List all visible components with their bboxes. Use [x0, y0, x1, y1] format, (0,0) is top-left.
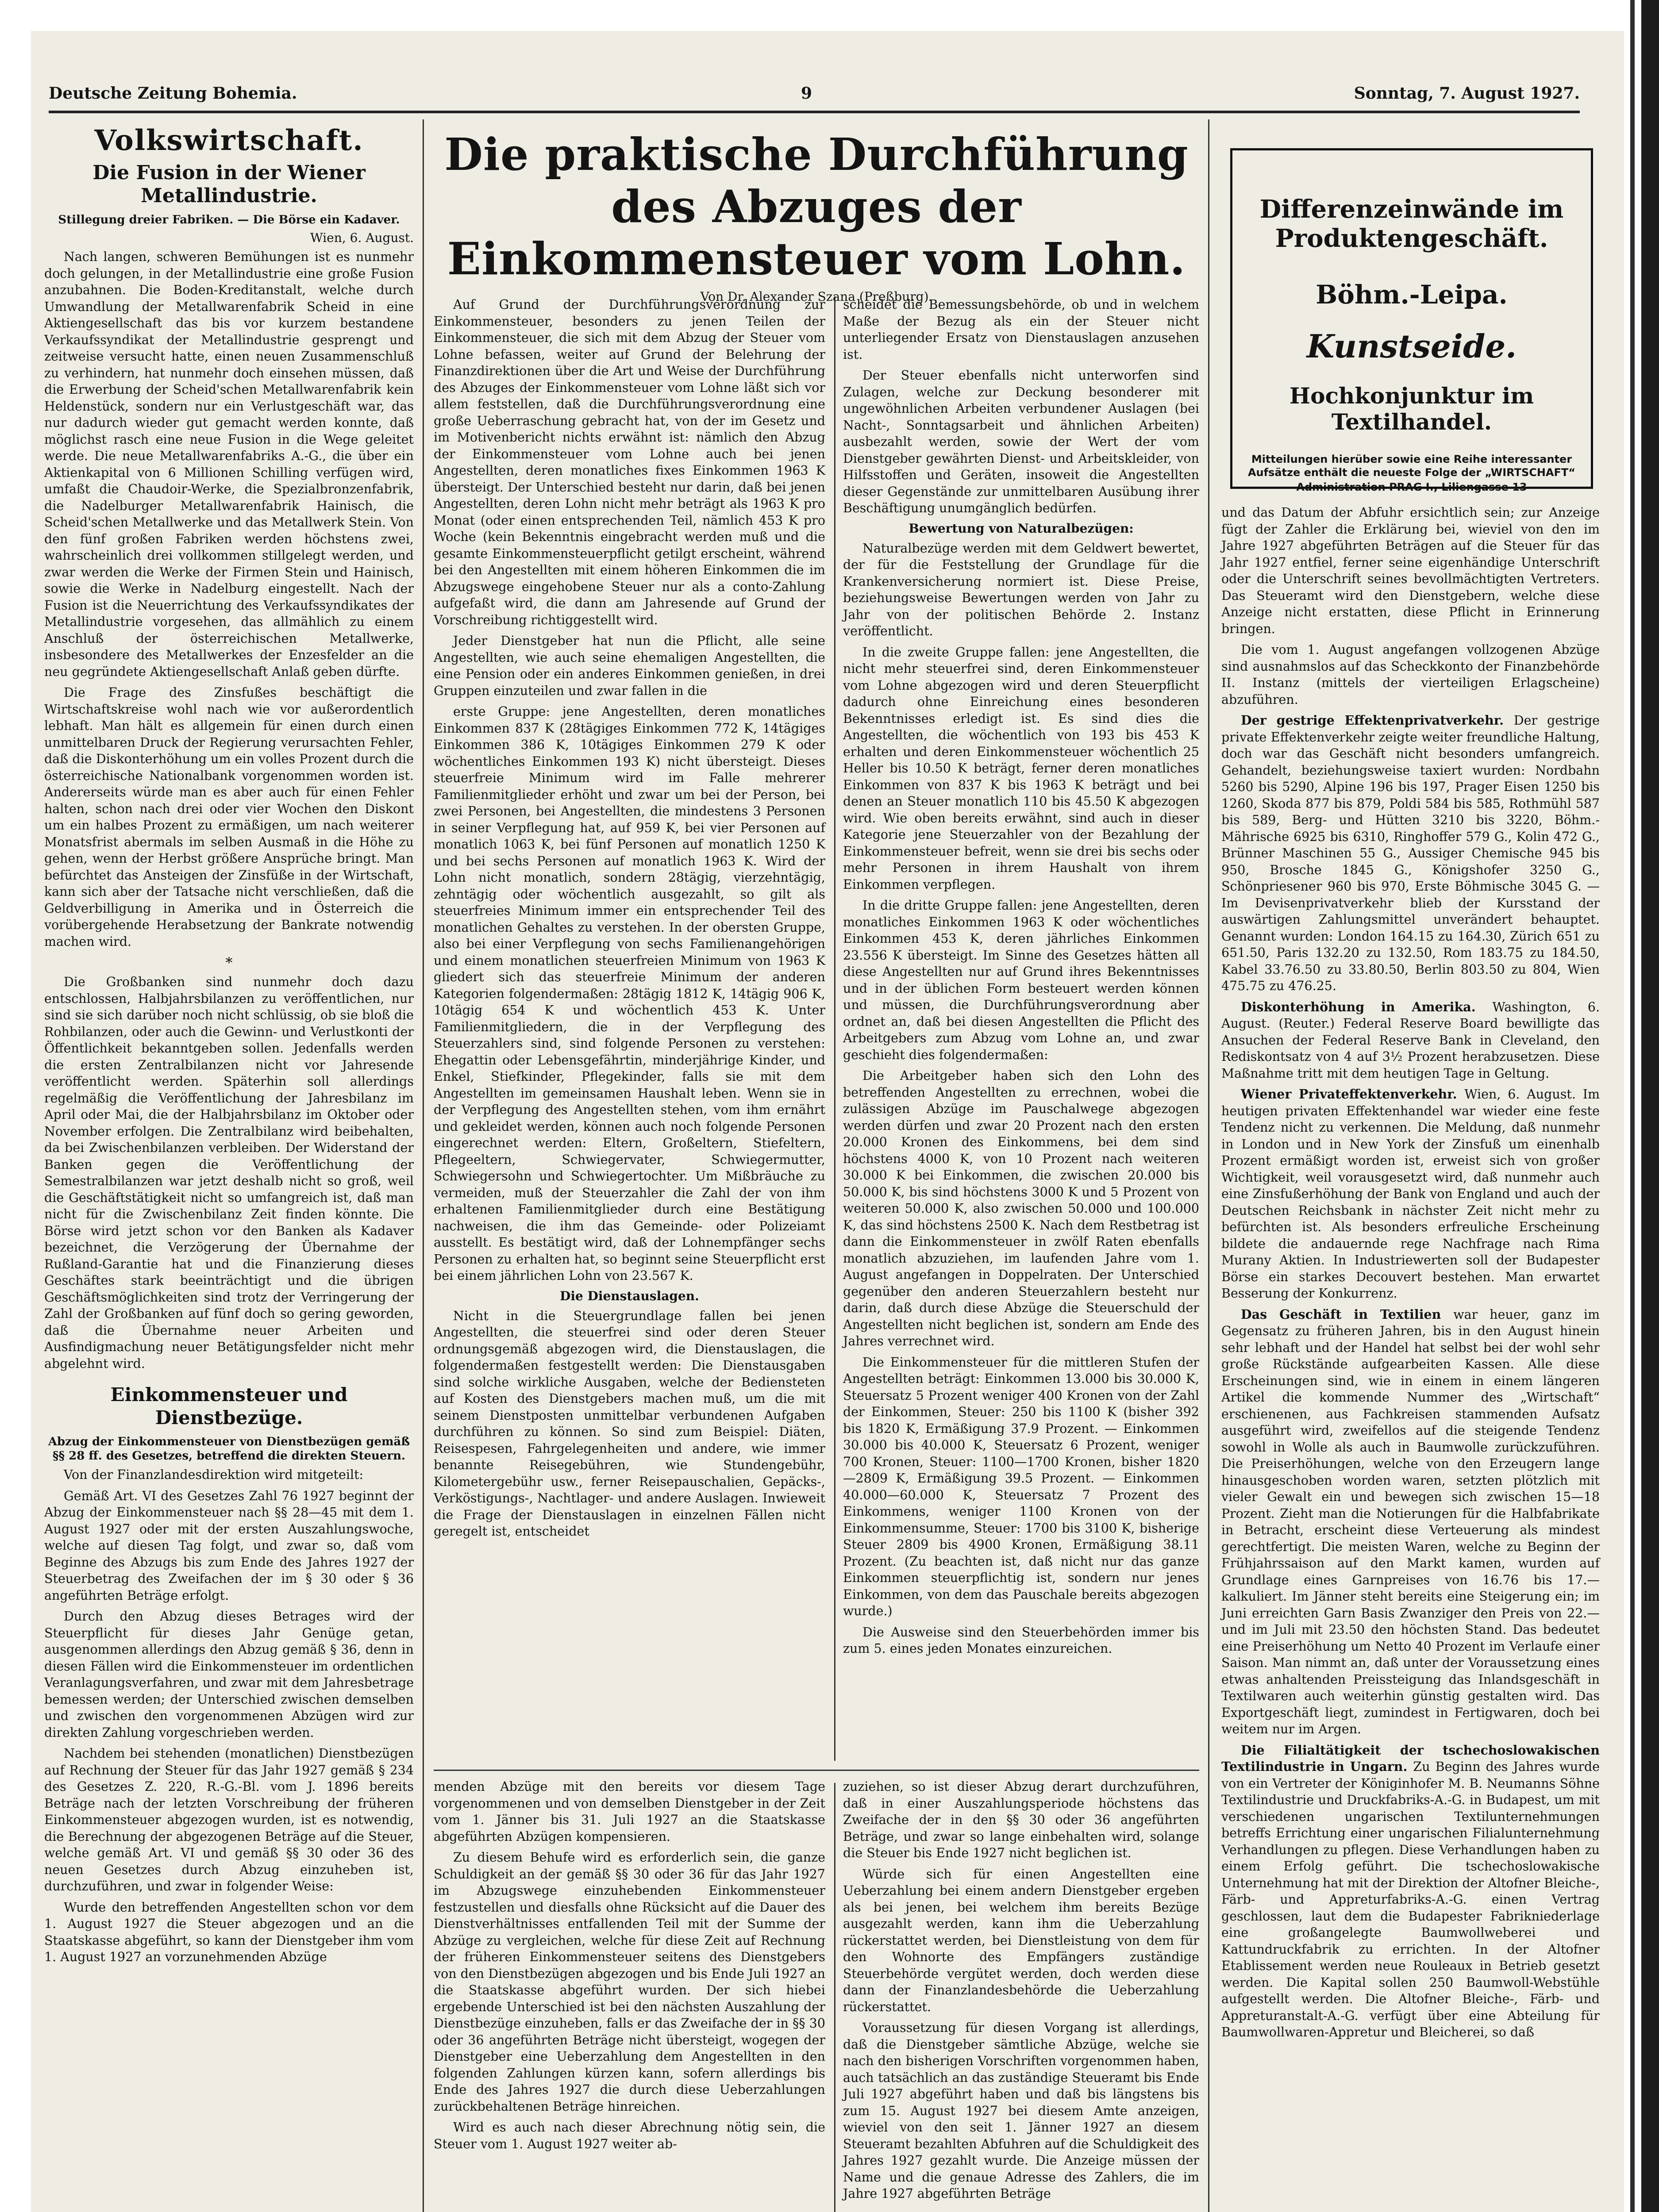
paragraph: Zu diesem Behufe wird es erforderlich sein, die ganze Schuldigkeit an der gemäß §§ 30 oder 36 für das Jahr 1927 im Abzugswege einzuhebenden Einkommensteuer festzustellen und diesfalls ohne Rücksicht auf die Dauer des Dienstverhältnisses entfallenden Teil mit der Summe der Abzüge zu vergleichen, welche für diese Zeit auf Rechnung der früheren Einkommensteuer seitens des Dienstgebers von den Dienstbezügen abgezogen und bis Ende Juli 1927 an die Staatskasse abgeführt wurden. Der sich hiebei ergebende Unterschied ist bei den nächsten Auszahlung der Dienstbezüge einzuheben, falls er das Zweifache der in §§ 30 oder 36 angeführten Beträge nicht übersteigt, wogegen der Dienstgeber eine Ueberzahlung dem Angestellten in den folgenden Zahlungen kürzen kann, sofern allerdings bis Ende des Jahres 1927 die durch diese Ueberzahlungen zurückbehaltenen Beträge hinreichen. [434, 1850, 825, 2114]
paragraph: zuziehen, so ist dieser Abzug derart durchzuführen, daß in einer Auszahlungsperiode höchstens das Zweifache der in den §§ 30 oder 36 angeführten Beträge, und zwar so lange einbehalten wird, solange die Steuer bis Ende 1927 nicht beglichen ist. [843, 1779, 1199, 1860]
paragraph: Nachdem bei stehenden (monatlichen) Dienstbezügen auf Rechnung der Steuer für das Jahr 1927 gemäß § 234 des Gesetzes Z. 220, R.-G.-Bl. vom J. 1896 bereits Beträge nach der letzten Vorschreibung der früheren Einkommensteuer abgezogen wurden, ist es notwendig, die Berechnung der abgezogenen Beträge auf die Steuer, welche gemäß Art. VI und gemäß §§ 30 oder 36 des neuen Gesetzes durch Abzug einzuheben ist, durchzuführen, und zwar in folgender Weise: [44, 1746, 414, 1893]
paragraph: erste Gruppe: jene Angestellten, deren monatliches Einkommen 837 K (28tägiges Einkommen 772 K, 14tägiges Einkommen 386 K, 10tägiges Einkommen 279 K oder wöchentliches Einkommen 193 K) nicht übersteigt. Dieses steuerfreie Minimum wird im Falle mehrerer Familienmitglieder erhöht und zwar um bei der Person, bei zwei Personen, bei Angestellten, die mindestens 3 Personen in seiner Verpflegung hat, auf 959 K, bei vier Personen auf monatlich 1063 K, bei fünf Personen auf monatlich 1250 K und bei sechs Personen auf monatlich 1963 K. Wird der Lohn nicht monatlich, sondern 28tägig, vierzehntägig, zehntägig oder wöchentlich ausgezahlt, so gilt als steuerfreies Minimum immer ein entsprechender Teil des monatlichen Gehaltes zu verstehen. In der obersten Gruppe, also bei einer Verpflegung von sechs Familienangehörigen und einem monatlichen steuerfreien Minimum von 1963 K gliedert sich das steuerfreie Minimum der anderen Kategorien folgendermaßen: 28tägig 1812 K, 14tägig 906 K, 10tägig 654 K und wöchentlich 453 K. Unter Familienmitgliedern, die in der Verpflegung des Steuerzahlers sind, sind folgende Personen zu verstehen: Ehegattin oder Lebensgefährtin, minderjährige Kinder, und Enkel, Stiefkinder, Pflegekinder, falls sie mit dem Angestellten im gemeinsamen Haushalt leben. Wenn sie in der Verpflegung des Angestellten stehen, vom ihm ernährt und gekleidet werden, können auch noch folgende Personen eingerechnet werden: Eltern, Großeltern, Stiefeltern, Pflegeeltern, Schwiegervater, Schwiegermutter, Schwiegersohn und Schwiegertochter. Um Mißbräuche zu vermeiden, muß der Steuerzahler die Zahl der von ihm erhaltenen Familienmitglieder durch eine Bestätigung nachweisen, die ihm das Gemeinde- oder Polizeiamt ausstellt. Es bestätigt wird, daß der Lohnempfänger sechs Personen zu erhalten hat, so beginnt seine Steuerpflicht erst bei einem jährlichen Lohn von 23.567 K. [434, 704, 825, 1283]
paragraph: Der Steuer ebenfalls nicht unterworfen sind Zulagen, welche zur Deckung besonderer mit ungewöhnlichen Arbeiten verbundener Auslagen (bei Nacht-, Sonntagsarbeit und ähnlichen Arbeiten) ausbezahlt werden, sowie der Wert der vom Dienstgeber gewährten Dienst- und Arbeitskleider, von Hilfsstoffen und Geräten, insoweit die Angestellten dieser Gegenstände zur unmittelbaren Ausübung ihrer Beschäftigung unumgänglich bedürfen. [843, 368, 1199, 515]
ad-topic-2: Hochkonjunktur im Textilhandel. [1289, 383, 1534, 435]
scan-edge [1641, 0, 1659, 2212]
market-report-text: Wien, 6. August. Im heutigen privaten Effektenhandel war wieder eine feste Tendenz nicht zu verkennen. Die Meldung, daß nunmehr in London und in New York der Zinsfuß um einenhalb Prozent ermäßigt worden ist, erweist sich von großer Wichtigkeit, weil vorausgesetzt wird, daß nunmehr auch eine Zinsfußerhöhung der Bank von England und auch der Deutschen Reichsbank in nächster Zeit nicht mehr zu befürchten ist. Als besonders erfreuliche Erscheinung bildete die andauernde rege Nachfrage nach Rima Murany Aktien. In Industriewerten soll der Budapester Börse ein starkes Decouvert bestehen. Man erwartet Besserung der Konkurrenz. [1221, 1087, 1600, 1301]
paragraph: menden Abzüge mit den bereits vor diesem Tage vorgenommenen und von demselben Dienstgeber in der Zeit vom 1. Jänner bis 31. Juli 1927 an die Staatskasse abgeführten Abzügen kompensieren. [434, 1779, 825, 1844]
paragraph: Durch den Abzug dieses Betrages wird der Steuerpflicht für dieses Jahr Genüge getan, ausgenommen allerdings den Abzug gemäß § 36, denn in diesen Fällen wird die Einkommensteuer im ordentlichen Veranlagungsverfahren, und zwar mit dem Jahresbetrage bemessen werden; der Unterschied zwischen demselben und zwischen den vorgenommenen Abzügen wird zur direkten Zahlung vorgeschrieben werden. [44, 1609, 414, 1740]
main-headline: Die praktische Durchführung des Abzuges der Einkommensteuer vom Lohn. [444, 128, 1189, 285]
market-report-text: war heuer, ganz im Gegensatz zu früheren Jahren, bis in den August hinein sehr lebhaft und der Handel hat selbst bei der wohl sehr große Rückstände aufgearbeiten Kassen. Alle diese Erscheinungen sind, wie in einem in einem längeren Artikel die kommende Nummer des „Wirtschaft“ erschienenen, aus Fachkreisen stammenden Aufsatz ausgeführt wird, zweifellos auf die steigende Tendenz sowohl in Wolle als auch in Baumwolle zurückzuführen. Die Preiserhöhungen, welche von den Erzeugern lange hinausgeschoben worden waren, setzten plötzlich mit vieler Gewalt ein und bewegen sich zwischen 15—18 Prozent. Zieht man die Notierungen für die Halbfabrikate in Betracht, erscheint diese Verteuerung als mindest gerechtfertigt. Die meisten Waren, welche zu Beginn der Frühjahrssaison auf den Markt kamen, wurden auf Grundlage eines Garnpreises von 16.76 bis 17.— kalkuliert. Im Jänner steht bereits eine Steigerung ein; im Juni erreichten Garn Basis Zwanziger den Preis von 22.— und im Juli mit 23.50 den höchsten Stand. Das bedeutet eine Preiserhöhung um Netto 40 Prozent im Verlaufe einer Saison. Man nimmt an, daß unter der Voraussetzung eines etwas anhaltenden Preissteigung das Inlandsgeschäft in Textilwaren auch weiterhin günstig gestalten wird. Das Exportgeschäft liegt, zumindest in Fertigwaren, doch bei weitem nur im Argen. [1221, 1307, 1600, 1736]
paragraph: und das Datum der Abfuhr ersichtlich sein; zur Anzeige fügt der Zahler die Erklärung bei, wieviel von den im Jahre 1927 abgeführten Beträgen auf die Steuer für das Jahr 1927 entfiel, ferner seine eigenhändige Unterschrift oder die Unterschrift seines bevollmächtigten Vertreters. Das Steueramt wird den Dienstgebern, welche diese Anzeige nicht erstatten, diese Pflicht in Erinnerung bringen. [1221, 505, 1600, 636]
volkswirtschaft-column [44, 124, 414, 2212]
market-report-title: Wiener Privateffektenverkehr. [1241, 1087, 1465, 1102]
market-report [1221, 1742, 1600, 2041]
ad-notice: Mitteilungen hierüber sowie eine Reihe interessanter Aufsätze enthält die neueste Folge der „WIRTSCHAFT“ [1247, 453, 1576, 479]
paragraph: Jeder Dienstgeber hat nun die Pflicht, alle seine Angestellten, wie auch seine ehemaligen Angestellten, die eine Pension oder ein anderes Einkommen genießen, in drei Gruppen einzuteilen und zwar fallen in die [434, 634, 825, 698]
dateline: Wien, 6. August. [310, 230, 414, 245]
article-subtitle: Abzug der Einkommensteuer von Dienstbezügen gemäß §§ 28 ff. des Gesetzes, betreffend die direkten Steuern. [48, 1435, 410, 1463]
subheading: Bewertung von Naturalbezügen: [908, 521, 1134, 536]
advertisement-box [1230, 148, 1593, 493]
paragraph: In die zweite Gruppe fallen: jene Angestellten, die nicht mehr steuerfrei sind, deren Einkommensteuer vom Lohne abgezogen wird und deren Steuerpflicht dadurch ohne Einreichung eines besonderen Bekenntnisses erledigt ist. Es sind dies die Angestellten, die wöchentlich von 193 bis 453 K erhalten und deren Einkommensteuer wöchentlich 25 Heller bis 10.50 K beträgt, ferner deren monatliches Einkommen von 837 K bis 1963 K beträgt und bei denen an Steuer monatlich 110 bis 45.50 K abgezogen wird. Wie oben bereits erwähnt, sind auch in dieser Kategorie jene Steuerzahler von der Bezahlung der Einkommensteuer befreit, wenn sie drei bis sechs oder mehr Personen in ihrem Haushalt von ihrem Einkommen verpflegen. [843, 645, 1199, 892]
ad-address: Administration PRAG I., Liliengasse 13 [1296, 481, 1527, 493]
market-report-title: Der gestrige Effektenprivatverkehr. [1241, 713, 1514, 728]
market-report-text: Der gestrige private Effektenverkehr zeigte weiter freundliche Haltung, doch war das Geschäft nicht besonders umfangreich. Gehandelt, beziehungsweise taxiert wurden: Nordbahn 5260 bis 5290, Alpine 196 bis 197, Prager Eisen 1250 bis 1260, Skoda 877 bis 879, Poldi 584 bis 585, Rothmühl 587 bis 589, Berg- und Hütten 3210 bis 3220, Böhm.-Mährische 6925 bis 6310, Ringhoffer 579 G., Kolin 472 G., Brünner Maschinen 55 G., Aussiger Chemische 945 bis 950, Brosche 1845 G., Königshofer 3250 G., Schönpriesener 960 bis 970, Erste Böhmische 3045 G. — Im Devisenprivatverkehr blieb der Kursstand der auswärtigen Zahlungsmittel unverändert behauptet. Genannt wurden: London 164.15 zu 164.30, Zürich 651 zu 651.50, Paris 132.20 zu 132.50, Rom 183.75 zu 184.50, Kabel 33.76.50 zu 33.80.50, Berlin 803.50 zu 804, Wien 475.75 zu 476.25. [1221, 713, 1600, 993]
paragraph: Nicht in die Steuergrundlage fallen bei jenen Angestellten, die steuerfrei sind oder deren Steuer ordnungsgemäß abgezogen wird, die Dienstauslagen, die folgendermaßen festgestellt werden: Die Dienstausgaben sind solche wirkliche Ausgaben, welche der Bediensteten auf Kosten des Dienstgebers machen muß, um die mit seinem Dienstposten unmittelbar verbundenen Aufgaben durchführen zu können. So sind zum Beispiel: Diäten, Reisespesen, Fahrgelegenheiten und andere, wie immer benannte Reisegebühren, wie Stundengebühr, Kilometergebühr usw., ferner Reisepauschalien, Gepäcks-, Verköstigungs-, Nachtlager- und andere Auslagen. Inwieweit die Frage der Dienstauslagen in einzelnen Fällen nicht geregelt ist, entscheidet [434, 1308, 825, 1539]
newspaper-name: Deutsche Zeitung Bohemia. [49, 84, 297, 103]
subheading: Die Dienstauslagen. [560, 1288, 699, 1303]
paragraph: Die Einkommensteuer für die mittleren Stufen der Angestellten beträgt: Einkommen 13.000 bis 30.000 K, Steuersatz 5 Prozent weniger 400 Kronen von der Zahl der Einkommen, Steuer: 250 bis 1100 K (bisher 392 bis 1820 K, Ermäßigung 37.9 Prozent. — Einkommen 30.000 bis 40.000 K, Steuersatz 6 Prozent, weniger 700 Kronen, Steuer: 1100—1700 Kronen, bisher 1820—2809 K, Ermäßigung 39.5 Prozent. — Einkommen 40.000—60.000 K, Steuersatz 7 Prozent des Einkommens, weniger 1100 Kronen von der Einkommensumme, Steuer: 1700 bis 3100 K, bisherige Steuer 2809 bis 4900 Kronen, Ermäßigung 38.11 Prozent. (Zu beachten ist, daß nicht nur das ganze Einkommen steuerpflichtig ist, sondern nur jenes Einkommen, von dem das Pauschale bereits abgezogen wurde.) [843, 1355, 1199, 1618]
paragraph: Nach langen, schweren Bemühungen ist es nunmehr doch gelungen, in der Metallindustrie eine große Fusion anzubahnen. Die Boden-Kreditanstalt, welche durch Umwandlung der Metallwarenfabrik Scheid in eine Aktiengesellschaft das bis vor kurzem bestandene Verkaufssyndikat der Metallindustrie gesprengt und zeitweise versucht hatte, einen neuen Zusammenschluß zu verhindern, hat nunmehr doch einsehen müssen, daß die Erwerbung der Scheid'schen Metallwarenfabrik kein Heldenstück, sondern nur ein Verlustgeschäft war, das nur dadurch wieder gut gemacht werden konnte, daß möglichst rasch eine neue Fusion in die Wege geleitet werde. Die neue Metallwarenfabriks A.-G., die über ein Aktienkapital von 6 Millionen Schilling verfügen wird, umfaßt die Chaudoir-Werke, die Spezialbronzenfabrik, die Nadelburger Metallwarenfabrik Hainisch, die Scheid'schen Metallwerke und das Metallwerk Stein. Von den fünf großen Fabriken werden höchstens zwei, wahrscheinlich drei vollkommen stillgelegt werden, und zwar werden die Werke der Firmen Stein und Hainisch, sowie die Werke in Nadelburg eingestellt. Nach der Fusion ist die Neuerrichtung des Verkaufssyndikates der Metallindustrie vorgesehen, das allmählich zu einem Anschluß der österreichischen Metallwerke, insbesondere des Metallwerkes der Enzesfelder an die neu gegründete Aktiengesellschaft Anlaß geben dürfte. [44, 250, 414, 679]
main-article-column-2 [843, 296, 1199, 1761]
section-rule [434, 1770, 1199, 1771]
main-article-column-1 [434, 296, 825, 1761]
paragraph: Würde sich für einen Angestellten eine Ueberzahlung bei einem andern Dienstgeber ergeben als bei jenen, bei welchem ihm bereits Bezüge ausgezahlt werden, kann ihm die Ueberzahlung rückerstattet werden, bei Dienstleistung von dem für den Wohnorte des Empfängers zuständige Steuerbehörde vergütet werden, doch werden diese dann der Finanzlandesbehörde die Ueberzahlung rückerstattet. [843, 1866, 1199, 2014]
market-report-title: Die Filialtätigkeit der tschechoslowakischen Textilindustrie in Ungarn. [1221, 1742, 1600, 1774]
paragraph: Wird es auch nach dieser Abrechnung nötig sein, die Steuer vom 1. August 1927 weiter ab- [434, 2120, 825, 2151]
paragraph: Die vom 1. August angefangen vollzogenen Abzüge sind ausnahmslos auf das Scheckkonto der Finanzbehörde II. Instanz (mittels der vierteiligen Erlagscheine) abzuführen. [1221, 642, 1600, 707]
scan-edge [1630, 0, 1635, 2212]
main-headline-block [434, 128, 1199, 304]
newspaper-page [31, 31, 1624, 2212]
byline: Von Dr. Alexander Szana (Preßburg). [700, 289, 933, 304]
column-rule [834, 296, 835, 1761]
paragraph: Die Frage des Zinsfußes beschäftigt die Wirtschaftskreise wohl nach wie vor außerordentlich lebhaft. Man hält es allgemein für einen durch einen unmittelbaren Druck der Regierung verursachten Fehler, daß die Diskonterhöhung um ein volles Prozent durch die österreichische Nationalbank vorgenommen worden ist. Andererseits würde man es aber auch für einen Fehler halten, schon nach drei oder vier Wochen den Diskont um ein halbes Prozent zu ermäßigen, um nach weiterer Monatsfrist abermals im selben Ausmaß in die Höhe zu gehen, wenn der Herbst größere Ansprüche bringt. Man befürchtet das Ansteigen der Zinsfüße in der Wirtschaft, kann sich aber der Tatsache nicht verschließen, daß die Geldverbilligung in Amerika und in Österreich die vorübergehende Herabsetzung der Bankrate notwendig machen wird. [44, 685, 414, 949]
column-rule [834, 1783, 835, 2212]
paragraph: Gemäß Art. VI des Gesetzes Zahl 76 1927 beginnt der Abzug der Einkommensteuer nach §§ 28—45 mit dem 1. August 1927 oder mit der ersten Auszahlungswoche, welche auf diesen Tag folgt, und zwar so, daß vom Beginne des Abzugs bis zum Ende des Jahres 1927 der Steuerbetrag des Zweifachen der im § 30 oder § 36 angeführten Beträge erfolgt. [44, 1488, 414, 1603]
paragraph: Die Großbanken sind nunmehr doch dazu entschlossen, Halbjahrsbilanzen zu veröffentlichen, nur sind sie sich darüber noch nicht schlüssig, ob sie bloß die Rohbilanzen, oder auch die Gewinn- und Verlustkonti der Öffentlichkeit bekanntgeben sollen. Jedenfalls werden die ersten Zentralbilanzen nicht vor Jahresende veröffentlicht werden. Späterhin soll allerdings regelmäßig die Veröffentlichung der Jahresbilanz im April oder Mai, die der Halbjahrsbilanz im Oktober oder November erfolgen. Die Zentralbilanz wird beibehalten, da bei Zwischenbilanzen verbleiben. Der Widerstand der Banken gegen die Veröffentlichung der Semestralbilanzen war jetzt deshalb nicht so groß, weil die Geschäftstätigkeit nicht so umfangreich ist, daß man nicht für die Zwischenbilanz Zeit finden könnte. Die Börse wird jetzt schon vor den Banken als Kadaver bezeichnet, die Verzögerung der Übernahme der Rußland-Garantie hat und die Finanzierung dieses Geschäftes stark beeinträchtigt und die übrigen Geschäftsmöglichkeiten sind trotz der Verringerung der Zahl der Großbanken auf fünf doch so gering geworden, daß die Übernahme neuer Arbeiten und Ausfindigmachung neuer Betätigungsfelder nicht mehr abgelehnt wird. [44, 975, 414, 1371]
market-report-title: Das Geschäft in Textilien [1241, 1306, 1454, 1322]
section-title: Volkswirtschaft. [94, 124, 364, 157]
right-column [1221, 504, 1600, 2212]
paragraph: scheidet die Bemessungsbehörde, ob und in welchem Maße der Bezug als ein der Steuer nicht unterliegender Ersatz von Dienstauslagen anzusehen ist. [843, 297, 1199, 362]
ad-place: Böhm.-Leipa. [1316, 280, 1508, 310]
paragraph: Auf Grund der Durchführungsverordnung zur Einkommensteuer, besonders zu jenen Teilen der Einkommensteuer, die sich mit dem Abzug der Steuer vom Lohne befassen, weiter auf Grund der Belehrung der Finanzdirektionen über die Art und Weise der Durchführung des Abzuges der Einkommensteuer vom Lohne läßt sich vor allem feststellen, daß die Durchführungsverordnung eine große Ueberraschung gebracht hat, von der im Gesetz und im Motivenbericht nichts erwähnt ist: nämlich den Abzug der Einkommensteuer vom Lohne auch bei jenen Angestellten, deren monatliches fixes Einkommen 1963 K übersteigt. Der Unterschied besteht nur darin, daß bei jenen Angestellten, deren Lohn nicht mehr beträgt als 1963 K pro Monat (oder einen entsprechenden Teil, nämlich 453 K pro Woche (kein Bekenntnis eingebracht werden muß und die gesamte Einkommensteuerpflicht getilgt erscheint, während bei den Angestellten mit einem höheren Einkommen die im Abzugswege eingehobene Steuer nur als a conto-Zahlung aufgefaßt wird, die dann am Jahresende auf Grund der Vorschreibung richtiggestellt wird. [434, 297, 825, 627]
market-report [1221, 712, 1600, 995]
article-subtitle: Stillegung dreier Fabriken. — Die Börse ein Kadaver. [58, 213, 400, 227]
paragraph: Von der Finanzlandesdirektion wird mitgeteilt: [64, 1467, 364, 1482]
market-report [1221, 999, 1600, 1082]
article-title: Einkommensteuer und Dienstbezüge. [110, 1384, 348, 1429]
paragraph: Voraussetzung für diesen Vorgang ist allerdings, daß die Dienstgeber sämtliche Abzüge, welche sie nach den bisherigen Vorschriften vorgenommen haben, auch tatsächlich an das zuständige Steueramt bis Ende Juli 1927 abgeführt haben und daß bis längstens bis zum 15. August 1927 bei diesem Amte anzeigen, wieviel von den seit 1. Jänner 1927 an diesem Steueramt bezahlten Abfuhren auf die Schuldigkeit des Jahres 1927 gezahlt wurde. Die Anzeige müssen der Name und die genaue Adresse des Zahlers, die im Jahre 1927 abgeführten Beträge [843, 2020, 1199, 2201]
market-report-text: Washington, 6. August. (Reuter.) Federal Reserve Board bewilligte das Ansuchen der Federal Reserve Bank in Cleveland, den Rediskontsatz von 4 auf 3½ Prozent herabzusetzen. Diese Maßnahme tritt mit dem heutigen Tage in Geltung. [1221, 999, 1600, 1081]
paragraph: In die dritte Gruppe fallen: jene Angestellten, deren monatliches Einkommen 1963 K oder wöchentliches Einkommen 453 K, deren jährliches Einkommen 23.556 K übersteigt. Im Sinne des Gesetzes hätten all diese Angestellten nur auf Grund ihres Bekenntnisses und in der üblichen Form besteuert werden können und müssen, die Durchführungsverordnung aber ordnet an, daß bei diesen Angestellten die Pflicht des Arbeitgebers zum Abzug vom Lohne an, und zwar geschieht dies folgendermaßen: [843, 898, 1199, 1062]
market-report-title: Diskonterhöhung in Amerika. [1241, 999, 1493, 1014]
paragraph: Die Ausweise sind den Steuerbehörden immer bis zum 5. eines jeden Monates einzureichen. [843, 1624, 1199, 1656]
column-rule [423, 119, 424, 2212]
page-number: 9 [801, 84, 812, 103]
continuation-column-2 [843, 1778, 1199, 2212]
market-report-text: Zu Beginn des Jahres wurde von ein Vertreter der Königinhofer M. B. Neumanns Söhne Textilindustrie und Druckfabriks-A.-G. in Budapest, um mit verschiedenen ungarischen Textilunternehmungen betreffs Errichtung einer ungarischen Filialunternehmung Verhandlungen zu pflegen. Diese Verhandlungen haben zu einem Erfolg geführt. Die tschechoslowakische Unternehmung hat mit der Direktion der Altofner Bleiche-, Färb- und Appreturfabriks-A.-G. einen Vertrag geschlossen, laut dem die Budapester Fabrikniederlage eine großangelegte Baumwollweberei und Kattundruckfabrik zu errichten. In der Altofner Etablissement werden neue Rouleaux in Betrieb gesetzt werden. Die Kapital sollen 250 Baumwoll-Webstühle aufgestellt werden. Die Altofner Bleiche-, Färb- und Appreturanstalt-A.-G. verfügt über eine Abteilung für Baumwollwaren-Appretur und Bleicherei, so daß [1221, 1759, 1600, 2039]
continuation-column-1 [434, 1778, 825, 2212]
market-report [1221, 1086, 1600, 1302]
ad-headline: Differenzeinwände im Produktengeschäft. [1259, 195, 1564, 253]
paragraph: Naturalbezüge werden mit dem Geldwert bewertet, der für die Feststellung der Grundlage für die Krankenversicherung normiert ist. Diese Preise, beziehungsweise Bewertungen werden von Jahr zu Jahr von der politischen Behörde 2. Instanz veröffentlicht. [843, 541, 1199, 638]
market-report [1221, 1306, 1600, 1738]
page-header [49, 80, 1580, 113]
paragraph: Die Arbeitgeber haben sich den Lohn des betreffenden Angestellten zu errechnen, wobei die zulässigen Abzüge im Pauschalwege abgezogen werden dürfen und zwar 20 Prozent nach den ersten 20.000 Kronen des Einkommens, bei dem sind höchstens 4000 K, von 10 Prozent nach weiteren 30.000 K bei Einkommen, die zwischen 20.000 bis 50.000 K, bis sind höchstens 3000 K und 5 Prozent von weiteren 50.000 K, also zwischen 50.000 und 100.000 K, das sind höchstens 2500 K. Nach dem Restbetrag ist dann die Einkommensteuer in zwölf Raten ebenfalls monatlich abzuziehen, im laufenden Jahre vom 1. August angefangen in Doppelraten. Der Unterschied gegenüber den anderen Steuerzahlern besteht nur darin, daß durch diese Abzüge die Steuerschuld der Angestellten nicht beglichen ist, sondern am Ende des Jahres verrechnet wird. [843, 1068, 1199, 1348]
separator: * [225, 954, 233, 971]
issue-date: Sonntag, 7. August 1927. [1354, 84, 1580, 103]
column-rule [1208, 119, 1209, 2212]
paragraph: Wurde den betreffenden Angestellten schon vor dem 1. August 1927 die Steuer abgezogen und an die Staatskasse abgeführt, so kann der Dienstgeber ihm vom 1. August 1927 an vorzunehmenden Abzüge [44, 1900, 414, 1964]
ad-topic: Kunstseide. [1306, 327, 1517, 365]
article-title: Die Fusion in der Wiener Metallindustrie. [92, 161, 366, 207]
